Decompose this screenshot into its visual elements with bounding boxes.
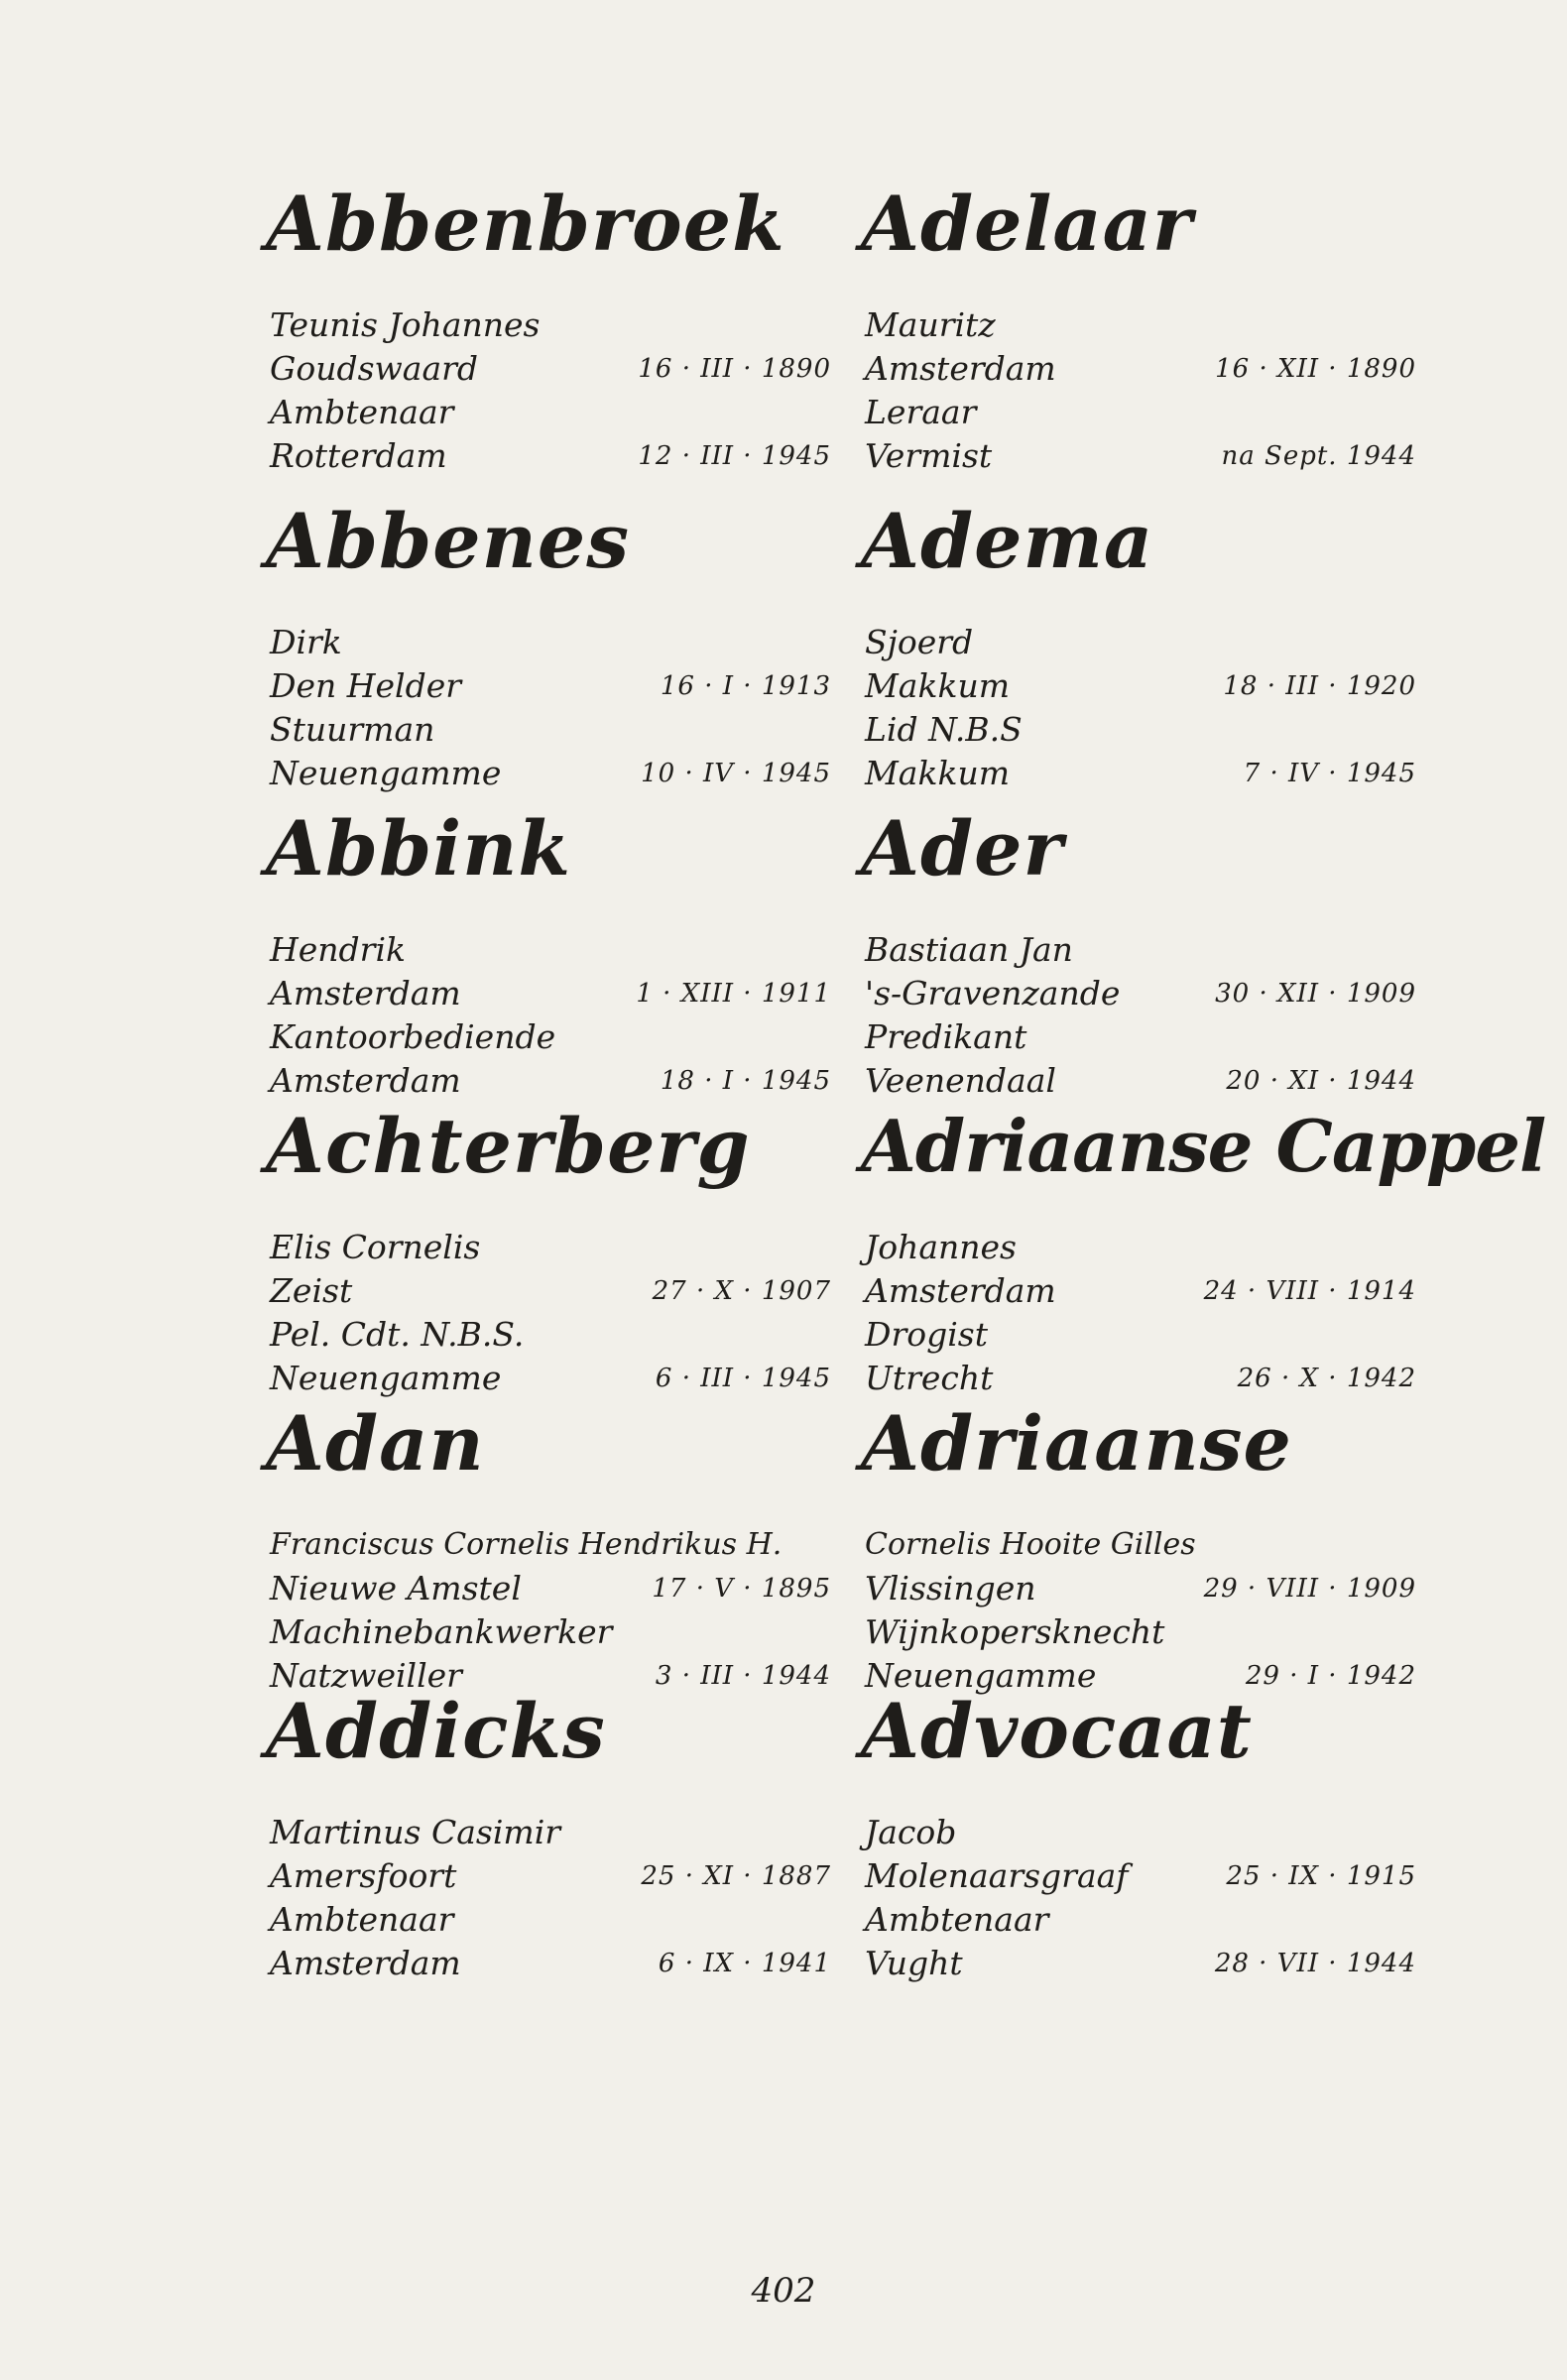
birth-date: 1 · XIII · 1911 <box>636 979 831 1009</box>
entry <box>266 803 831 1100</box>
first-name-line: Bastiaan Jan <box>865 930 1073 969</box>
first-name-line: Jacob <box>865 1813 957 1851</box>
entry <box>861 178 1416 475</box>
first-name-line: Dirk <box>270 623 342 661</box>
birth-date: 16 · III · 1890 <box>638 354 831 384</box>
birth-line: Vlissingen 29 · VIII · 1909 <box>861 1567 1416 1610</box>
birth-line: Amersfoort 25 · XI · 1887 <box>266 1854 831 1898</box>
entry <box>266 496 831 792</box>
occupation-line: Ambtenaar <box>865 1900 1049 1939</box>
death-date: 6 · IX · 1941 <box>658 1949 831 1978</box>
page-number: 402 <box>751 2271 816 2311</box>
death-line: Rotterdam 12 · III · 1945 <box>266 434 831 478</box>
entry <box>861 803 1416 1100</box>
first-name-line: Elis Cornelis <box>270 1228 481 1266</box>
birth-line: Zeist 27 · X · 1907 <box>266 1269 831 1313</box>
surname: Adelaar <box>861 179 1193 268</box>
birth-date: 16 · I · 1913 <box>660 671 831 701</box>
birth-line: Makkum 18 · III · 1920 <box>861 664 1416 708</box>
death-date: 6 · III · 1945 <box>655 1364 831 1393</box>
surname: Adriaanse <box>861 1399 1292 1488</box>
death-date: na Sept. 1944 <box>1221 441 1416 471</box>
surname: Adriaanse Cappel <box>861 1104 1546 1188</box>
death-date: 29 · I · 1942 <box>1245 1661 1416 1691</box>
death-line: Vermist na Sept. 1944 <box>861 434 1416 478</box>
occupation-line: Lid N.B.S <box>865 710 1023 749</box>
surname: Abbenbroek <box>266 179 785 268</box>
birth-line: Nieuwe Amstel 17 · V · 1895 <box>266 1567 831 1610</box>
birth-date: 16 · XII · 1890 <box>1215 354 1416 384</box>
death-line: Veenendaal 20 · XI · 1944 <box>861 1059 1416 1103</box>
birth-line: Den Helder 16 · I · 1913 <box>266 664 831 708</box>
first-name-line: Hendrik <box>270 930 407 969</box>
occupation-line: Pel. Cdt. N.B.S. <box>270 1315 525 1354</box>
death-line: Natzweiller 3 · III · 1944 <box>266 1654 831 1698</box>
first-name-line: Martinus Casimir <box>270 1813 561 1851</box>
birth-line: Goudswaard 16 · III · 1890 <box>266 347 831 391</box>
death-date: 26 · X · 1942 <box>1237 1364 1416 1393</box>
surname: Ader <box>861 804 1064 892</box>
entry <box>266 178 831 475</box>
occupation-line: Ambtenaar <box>270 1900 454 1939</box>
death-line: Vught 28 · VII · 1944 <box>861 1942 1416 1985</box>
birth-date: 25 · IX · 1915 <box>1226 1861 1416 1891</box>
death-date: 3 · III · 1944 <box>655 1661 831 1691</box>
death-line: Neuengamme 6 · III · 1945 <box>266 1357 831 1400</box>
surname: Addicks <box>266 1687 606 1775</box>
birth-date: 30 · XII · 1909 <box>1215 979 1416 1009</box>
entry <box>861 1101 1546 1397</box>
birth-line: Amsterdam 16 · XII · 1890 <box>861 347 1416 391</box>
first-name-line: Mauritz <box>865 305 996 344</box>
occupation-line: Drogist <box>865 1315 988 1354</box>
death-line: Amsterdam 18 · I · 1945 <box>266 1059 831 1103</box>
entry <box>861 496 1416 792</box>
entry <box>266 1101 831 1397</box>
entry <box>861 1398 1416 1695</box>
occupation-line: Machinebankwerker <box>270 1612 613 1651</box>
first-name-line: Franciscus Cornelis Hendrikus H. <box>270 1527 783 1562</box>
birth-date: 18 · III · 1920 <box>1223 671 1416 701</box>
occupation-line: Wijnkopersknecht <box>865 1612 1165 1651</box>
surname: Abbenes <box>266 497 630 585</box>
birth-line: 's-Gravenzande 30 · XII · 1909 <box>861 972 1416 1015</box>
death-date: 7 · IV · 1945 <box>1243 759 1416 788</box>
birth-line: Molenaarsgraaf 25 · IX · 1915 <box>861 1854 1416 1898</box>
death-line: Makkum 7 · IV · 1945 <box>861 752 1416 795</box>
death-date: 12 · III · 1945 <box>638 441 831 471</box>
death-line: Neuengamme 29 · I · 1942 <box>861 1654 1416 1698</box>
entry <box>266 1398 831 1695</box>
birth-line: Amsterdam 1 · XIII · 1911 <box>266 972 831 1015</box>
surname: Adan <box>266 1399 485 1488</box>
birth-date: 25 · XI · 1887 <box>641 1861 831 1891</box>
entry <box>861 1686 1416 1982</box>
first-name-line: Teunis Johannes <box>270 305 541 344</box>
birth-line: Amsterdam 24 · VIII · 1914 <box>861 1269 1416 1313</box>
surname: Abbink <box>266 804 572 892</box>
death-line: Amsterdam 6 · IX · 1941 <box>266 1942 831 1985</box>
occupation-line: Ambtenaar <box>270 393 454 431</box>
death-line: Neuengamme 10 · IV · 1945 <box>266 752 831 795</box>
entry <box>266 1686 831 1982</box>
birth-date: 17 · V · 1895 <box>652 1574 831 1604</box>
death-date: 18 · I · 1945 <box>660 1066 831 1096</box>
death-date: 10 · IV · 1945 <box>641 759 831 788</box>
occupation-line: Leraar <box>865 393 977 431</box>
first-name-line: Johannes <box>865 1228 1017 1266</box>
occupation-line: Kantoorbediende <box>270 1017 556 1056</box>
birth-date: 27 · X · 1907 <box>652 1276 831 1306</box>
birth-date: 29 · VIII · 1909 <box>1203 1574 1416 1604</box>
occupation-line: Predikant <box>865 1017 1027 1056</box>
death-date: 20 · XI · 1944 <box>1226 1066 1416 1096</box>
surname: Achterberg <box>266 1102 751 1190</box>
death-line: Utrecht 26 · X · 1942 <box>861 1357 1416 1400</box>
occupation-line: Stuurman <box>270 710 435 749</box>
death-date: 28 · VII · 1944 <box>1214 1949 1416 1978</box>
first-name-line: Sjoerd <box>865 623 974 661</box>
first-name-line: Cornelis Hooite Gilles <box>865 1527 1196 1562</box>
birth-date: 24 · VIII · 1914 <box>1203 1276 1416 1306</box>
surname: Adema <box>861 497 1154 585</box>
surname: Advocaat <box>861 1687 1253 1775</box>
